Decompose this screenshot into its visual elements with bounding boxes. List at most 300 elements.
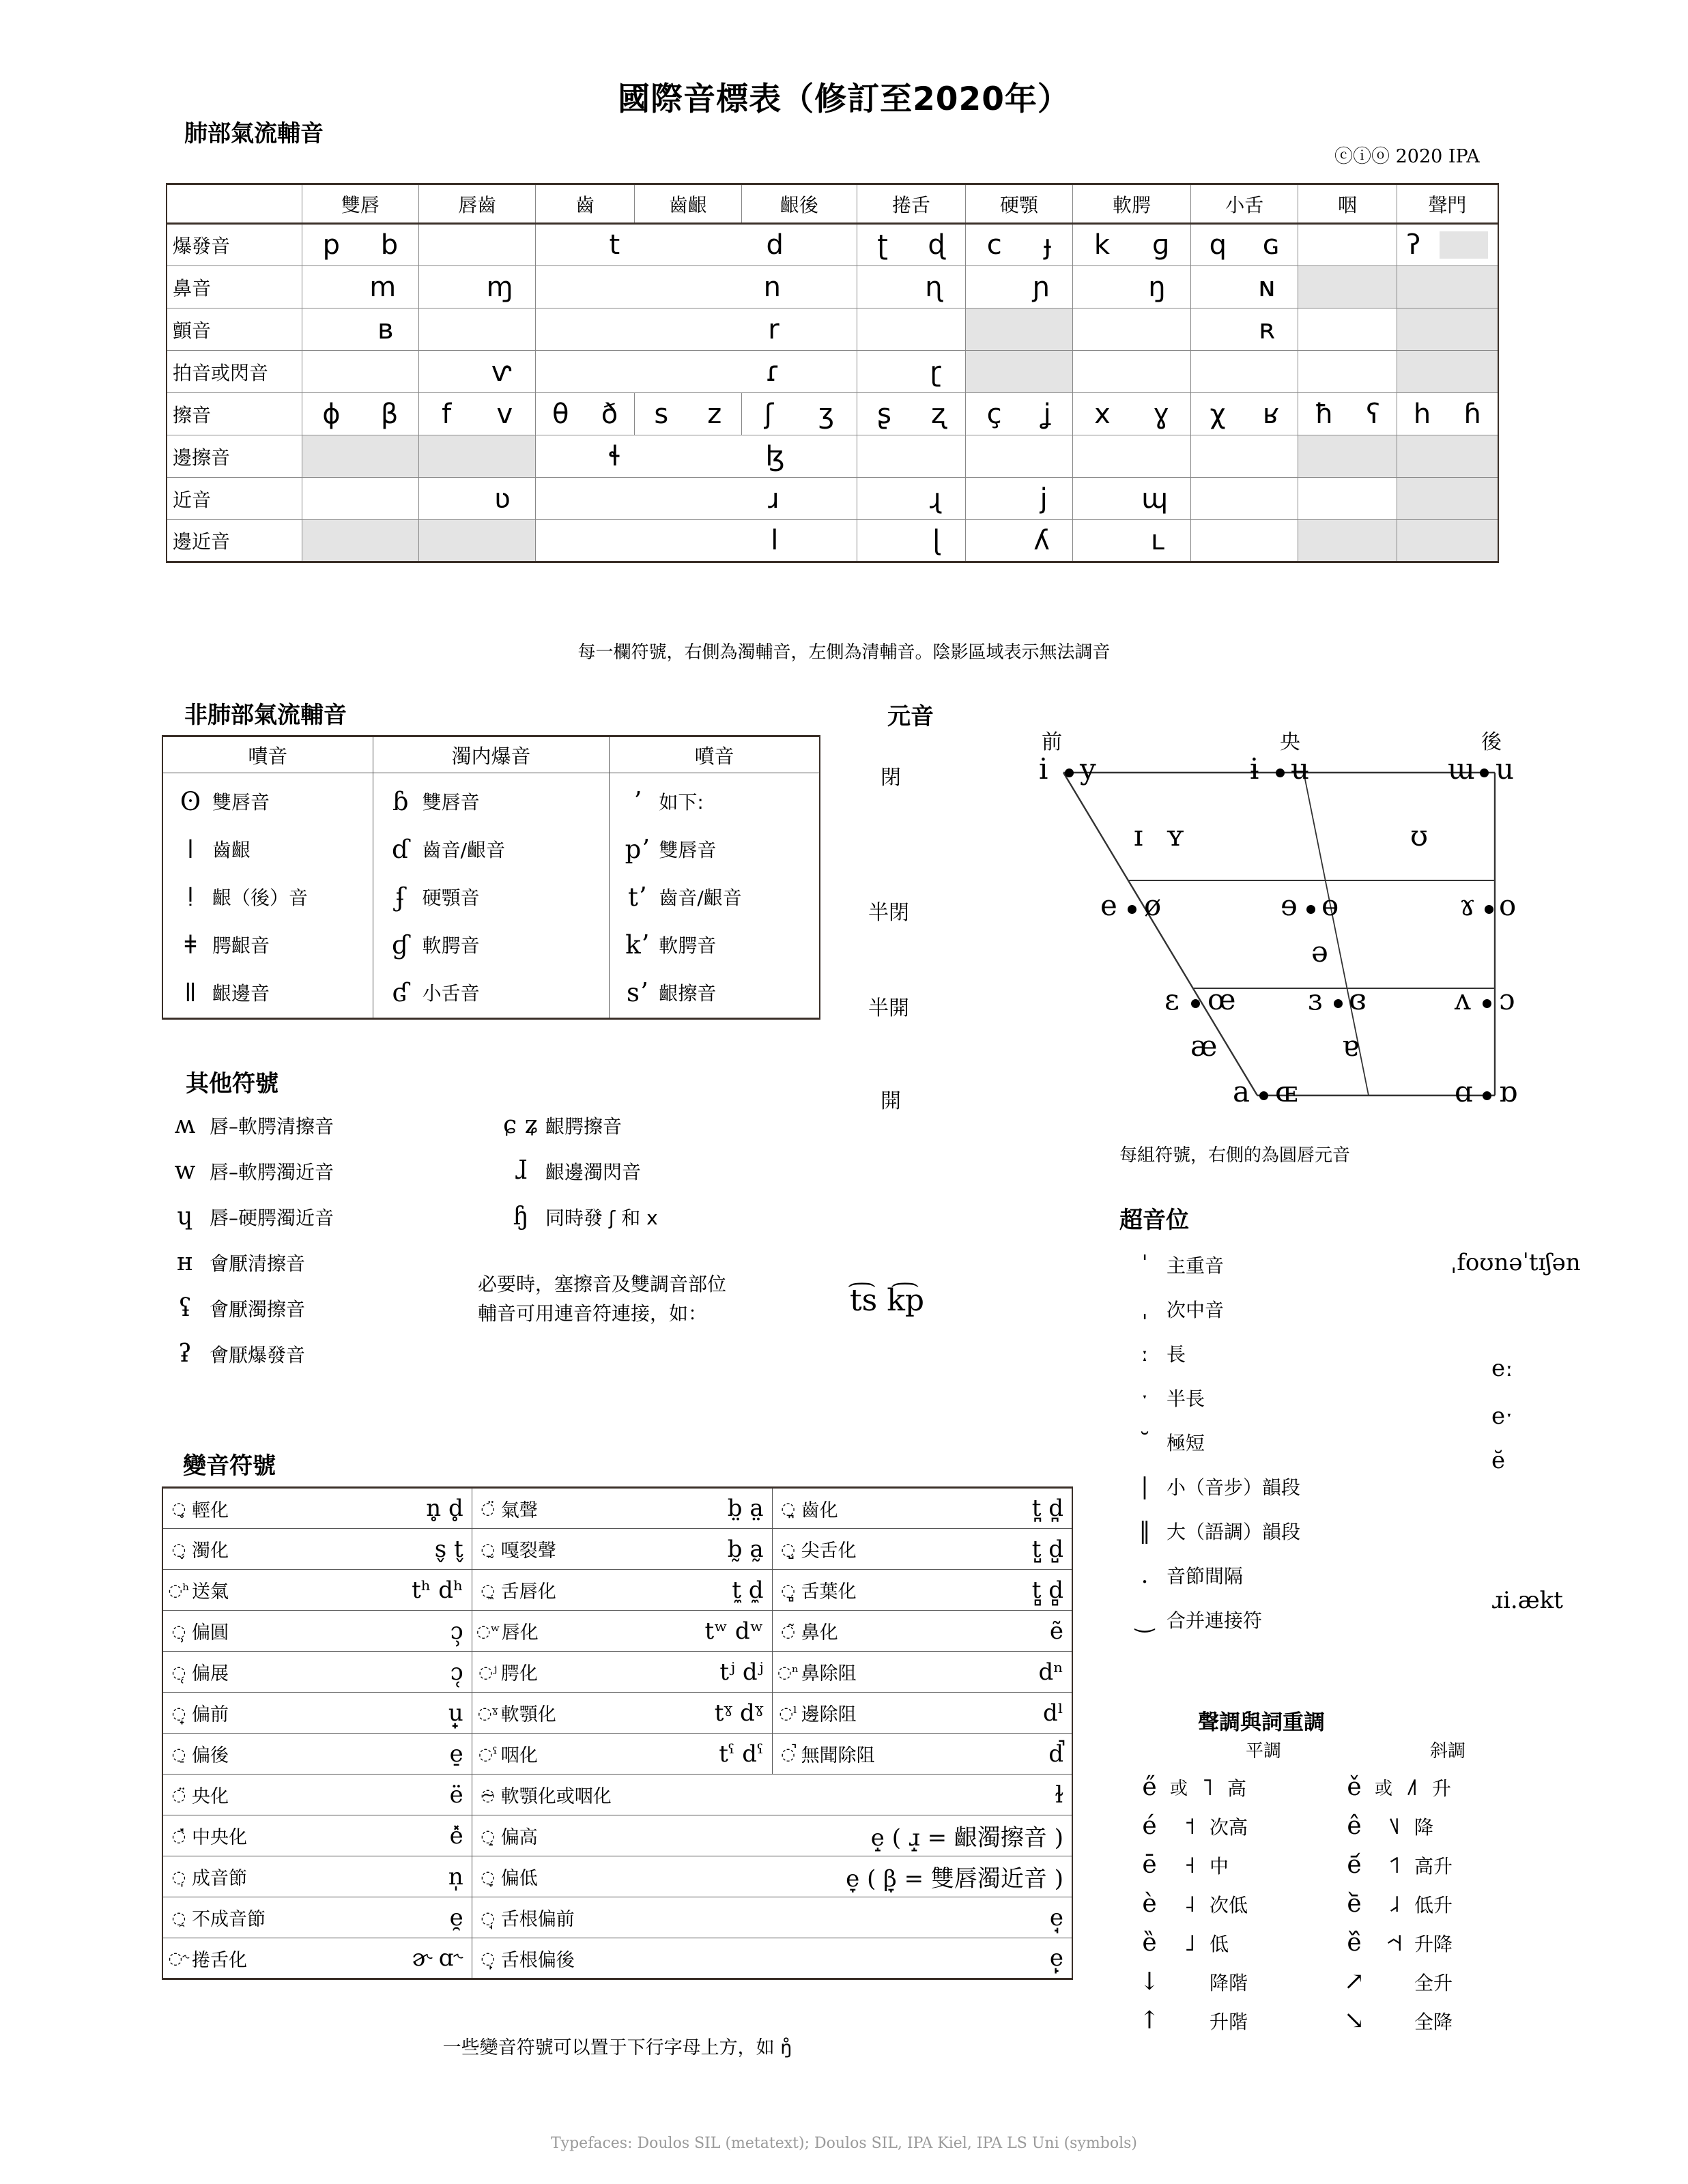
suprasegmental-example: eˑ (1491, 1403, 1513, 1430)
ipa-symbol-voiced: ʙ (377, 313, 394, 345)
pulmonic-cell (1191, 266, 1298, 308)
vowel-height-open: 開 (881, 1089, 901, 1113)
ejective-item (610, 921, 819, 968)
diacritic-example: tʲ dʲ (719, 1658, 764, 1686)
diacritic-example: dˡ (1042, 1699, 1063, 1727)
implosive-item (373, 825, 610, 873)
pulmonic-row (167, 351, 1498, 393)
page-title: 國際音標表（修訂至2020年） (618, 81, 1070, 118)
ipa-symbol-voiceless: s (654, 398, 669, 430)
pulmonic-cell (419, 224, 536, 266)
tone-contour-item (1338, 1845, 1453, 1884)
ipa-symbol-voiceless: θ (552, 398, 569, 430)
pulmonic-row-label: 拍音或閃音 (167, 351, 302, 393)
symbol-label: 軟腭音 (422, 934, 480, 957)
other-symbol-item (166, 1194, 334, 1239)
pulmonic-cell (536, 393, 635, 435)
suprasegmentals-heading: 超音位 (1119, 1207, 1189, 1234)
pulmonic-row-label: 顫音 (167, 308, 302, 351)
nonpulmonic-table (162, 735, 820, 1020)
ipa-symbol-voiced: j (1040, 483, 1048, 515)
diacritic-cell (162, 1774, 472, 1815)
vowel-symbol-unrounded: a (1233, 1075, 1250, 1108)
ipa-symbol-voiced: b (380, 229, 399, 261)
ipa-symbol: ɕ ʑ (503, 1111, 539, 1139)
ipa-symbol: tʼ (628, 882, 646, 912)
suprasegmental-example: ɹi.ækt (1491, 1587, 1563, 1614)
ipa-symbol: ʍ (174, 1111, 196, 1139)
symbol-label: 極短 (1167, 1431, 1205, 1454)
ipa-symbol-voiced: ʁ (1262, 398, 1280, 430)
ejectives-list (610, 773, 820, 1019)
ipa-symbol-voiced: d (766, 229, 784, 261)
ipa-symbol-voiced: n (763, 271, 781, 303)
click-item (163, 777, 373, 825)
ipa-symbol-voiceless: ħ (1315, 398, 1334, 430)
diacritic-label: 偏圓 (192, 1622, 229, 1643)
pulmonic-cell (1191, 308, 1298, 351)
symbol-label: 齦腭擦音 (545, 1115, 623, 1138)
pulmonic-cell (1397, 308, 1498, 351)
pulmonic-cell (1191, 351, 1298, 393)
implosive-item (373, 968, 610, 1016)
pulmonic-cell (857, 478, 966, 520)
pulmonic-row (167, 520, 1498, 562)
affricate-note-line1: 必要時，塞擦音及雙調音部位 (478, 1273, 727, 1295)
affricate-note-line2: 輔音可用連音符連接，如： (478, 1302, 708, 1325)
ejective-item (610, 968, 819, 1016)
pulmonic-cell (1072, 393, 1190, 435)
pulmonic-cell (857, 351, 966, 393)
diacritic-mark: ◌̽ (171, 1826, 186, 1845)
vowel-dot (1483, 999, 1491, 1008)
tone-label: 中 (1210, 1854, 1229, 1878)
tone-bar-icon: ˨ (1184, 1890, 1196, 1918)
diacritic-cell (162, 1611, 472, 1652)
diacritic-label: 咽化 (500, 1745, 538, 1766)
pulmonic-col-10: 咽 (1298, 184, 1397, 224)
pulmonic-row (167, 308, 1498, 351)
suprasegmental-item (1130, 1464, 1300, 1508)
diacritic-mark: ◌̚ (781, 1744, 796, 1764)
ipa-symbol-voiced: ɰ (1141, 483, 1168, 515)
diacritic-example: e̙ (1049, 1944, 1063, 1972)
vowel-dot (1128, 905, 1136, 914)
diacritic-cell (772, 1488, 1072, 1529)
pulmonic-cell (634, 393, 741, 435)
vowel-dot (1485, 905, 1493, 914)
pulmonic-cell (536, 308, 857, 351)
ipa-symbol-voiceless: h (1413, 398, 1431, 430)
tone-label: 低升 (1414, 1893, 1453, 1916)
ipa-symbol: ʜ (177, 1248, 193, 1276)
copyright-notice: ⓒⓘⓞ 2020 IPA (1334, 146, 1480, 167)
diacritic-label: 齒化 (801, 1499, 838, 1521)
tones-level-list (1133, 1768, 1248, 2040)
ipa-symbol-voiced: β (380, 398, 399, 430)
tone-label: 降階 (1210, 1971, 1248, 1994)
tone-letter: è (1142, 1890, 1157, 1918)
tone-level-item (1133, 1923, 1248, 1962)
diacritic-mark: ◌̰ (481, 1539, 496, 1559)
tone-letter: é (1142, 1812, 1157, 1840)
diacritic-label: 鼻化 (801, 1622, 838, 1643)
diacritic-example: tˤ dˤ (719, 1740, 764, 1768)
ipa-symbol: w (174, 1157, 196, 1185)
pulmonic-cell (536, 224, 857, 266)
tone-level-item (1133, 2001, 1248, 2040)
vowel-symbol-unrounded: ɑ (1455, 1075, 1473, 1108)
pulmonic-cell (1191, 520, 1298, 562)
diacritic-cell (162, 1815, 472, 1856)
ipa-symbol: ʼ (633, 786, 642, 816)
ipa-symbol: sʼ (626, 977, 648, 1007)
pulmonic-cell (302, 393, 418, 435)
other-symbol-item (166, 1285, 334, 1331)
diacritic-cell (162, 1652, 472, 1693)
ipa-symbol-voiceless: ç (986, 398, 1002, 430)
pulmonic-cell (419, 393, 536, 435)
symbol-label: 大（語調）韻段 (1167, 1520, 1301, 1543)
diacritic-label: 輕化 (192, 1499, 229, 1521)
symbol-label: 齒齦 (212, 839, 251, 861)
affricate-note (478, 1269, 726, 1329)
ipa-symbol-voiced: ʕ (1366, 398, 1380, 430)
symbol-label: 同時發 ʃ 和 x (545, 1206, 658, 1229)
affricate-examples: t͡s k͡p (850, 1283, 925, 1318)
suprasegmental-item (1130, 1375, 1300, 1420)
tone-letter: ě (1347, 1773, 1362, 1801)
tone-label: 全升 (1414, 1971, 1453, 1994)
vowel-dot (1065, 768, 1074, 777)
symbol-label: 齒音/齦音 (659, 887, 742, 909)
pulmonic-cell (302, 308, 418, 351)
diacritic-mark: ◌̩ (171, 1867, 186, 1886)
vowel-symbol-rounded: ʏ (1166, 819, 1185, 852)
symbol-label: 合并連接符 (1167, 1609, 1263, 1632)
tone-label: 高 (1227, 1777, 1247, 1800)
diacritic-label: 舌根偏後 (500, 1949, 575, 1971)
ipa-symbol-voiced: ʟ (1151, 525, 1165, 556)
vowel-symbol-rounded: ɶ (1275, 1075, 1298, 1108)
ipa-symbol-voiced: ð (601, 398, 618, 430)
diacritic-example: s̬ t̬ (434, 1535, 463, 1563)
ipa-symbol-voiced: ʋ (493, 483, 511, 515)
typeface-credit: Typefaces: Doulos SIL (metatext); Doulos SIL, IPA Kiel, IPA LS Uni (symbols) (550, 2135, 1137, 2152)
tone-letter: ȅ (1142, 1929, 1157, 1957)
diacritic-label: 偏後 (192, 1745, 229, 1766)
vowel-symbol-unrounded: i (1039, 752, 1048, 786)
tone-level-item (1133, 1962, 1248, 2001)
diacritic-mark: ◌ˠ (477, 1703, 498, 1723)
pulmonic-cell (1072, 478, 1190, 520)
diacritic-row (162, 1693, 1072, 1734)
ipa-symbol-voiced: ɟ (1044, 229, 1052, 261)
vowel-dot (1483, 1091, 1491, 1100)
vowel-symbol-rounded: o (1499, 889, 1517, 922)
pulmonic-cell (1397, 266, 1498, 308)
pulmonic-cell (536, 520, 857, 562)
ipa-symbol-voiced: ɢ (1262, 229, 1280, 261)
pulmonic-cell (536, 435, 857, 478)
ipa-symbol-voiceless: q (1209, 229, 1227, 261)
ipa-symbol: ɓ (392, 786, 409, 816)
pulmonic-row-label: 爆發音 (167, 224, 302, 266)
tone-letter: ↗ (1343, 1968, 1365, 1996)
suprasegmental-item (1130, 1553, 1300, 1597)
pulmonic-cell (1191, 435, 1298, 478)
diacritic-label: 偏展 (192, 1663, 229, 1684)
diacritic-mark: ◌̈ (171, 1785, 186, 1805)
tone-contour-item (1338, 1923, 1453, 1962)
tone-bar-icon: ˧˦˧ (1386, 1929, 1403, 1957)
ipa-symbol: ː (1141, 1339, 1149, 1367)
ipa-symbol-voiced: ɾ (765, 356, 780, 388)
other-symbols-heading: 其他符號 (186, 1070, 278, 1097)
diacritic-cell (162, 1488, 472, 1529)
ipa-symbol: kʼ (625, 930, 649, 960)
pulmonic-cell (857, 308, 966, 351)
diacritic-row (162, 1529, 1072, 1570)
diacritic-cell (772, 1611, 1072, 1652)
diacritic-mark: ◌̹ (171, 1621, 186, 1641)
vowel-symbol-rounded: ø (1144, 889, 1162, 922)
pulmonic-cell (966, 266, 1073, 308)
ipa-symbol-voiced: ɖ (928, 229, 945, 261)
suprasegmentals-list (1130, 1242, 1300, 1641)
diacritic-label: 邊除阻 (801, 1704, 857, 1725)
diacritic-example: ẽ (1049, 1617, 1063, 1645)
diacritic-cell (472, 1897, 1072, 1938)
pulmonic-col-5: 齦後 (741, 184, 857, 224)
ipa-symbol-voiced: ɳ (925, 271, 943, 303)
pulmonic-cell (1298, 351, 1397, 393)
pulmonic-cell (302, 520, 418, 562)
other-symbol-item (166, 1239, 334, 1285)
other-symbols-left-list (166, 1102, 334, 1377)
ipa-symbol: ǁ (184, 977, 197, 1007)
suprasegmental-item (1130, 1508, 1300, 1553)
implosive-item (373, 777, 610, 825)
ipa-symbol: ǃ (186, 882, 195, 912)
diacritic-example: b̤ a̤ (727, 1495, 764, 1522)
diacritic-row (162, 1856, 1072, 1897)
suprasegmental-item (1130, 1242, 1300, 1287)
ipa-symbol: ʡ (178, 1340, 192, 1368)
diacritic-example: e̝ ( ɹ̝ = 齦濁擦音 ) (870, 1824, 1063, 1852)
symbol-label: 次中音 (1167, 1298, 1225, 1321)
diacritic-cell (472, 1938, 1072, 1979)
tone-label: 高升 (1414, 1854, 1453, 1878)
diacritic-cell (472, 1774, 1072, 1815)
diacritic-example: ɫ (1055, 1781, 1063, 1809)
tones-contour-list (1338, 1768, 1453, 2040)
pulmonic-cell (1298, 435, 1397, 478)
symbol-label: 軟腭音 (659, 934, 717, 957)
diacritic-label: 偏前 (192, 1704, 229, 1725)
pulmonic-note: 每一欄符號，右側為濁輔音，左側為清輔音。陰影區域表示無法調音 (577, 642, 1111, 663)
diacritic-example: n̩ (448, 1863, 463, 1891)
other-symbol-item (502, 1148, 658, 1194)
pulmonic-cell (966, 478, 1073, 520)
symbol-label: 長 (1167, 1342, 1186, 1366)
other-symbol-item (502, 1102, 658, 1148)
ipa-symbol: . (1141, 1561, 1149, 1589)
symbol-label: 齦擦音 (659, 982, 717, 1005)
ipa-symbol-voiceless: p (322, 229, 340, 261)
ipa-symbol: ˑ (1141, 1383, 1149, 1411)
diacritic-label: 軟顎化或咽化 (500, 1786, 612, 1807)
vowel-symbol-unrounded: e (1100, 889, 1117, 922)
diacritic-label: 成音節 (192, 1868, 247, 1889)
pulmonic-cell (1072, 224, 1190, 266)
clicks-list (162, 773, 373, 1019)
diacritics-heading: 變音符號 (183, 1452, 276, 1480)
ipa-symbol-voiced: ʎ (1033, 525, 1050, 556)
diacritic-row (162, 1652, 1072, 1693)
diacritic-cell (472, 1734, 772, 1774)
pulmonic-cell (302, 351, 418, 393)
click-item (163, 873, 373, 921)
ipa-symbol-voiced: ʝ (1043, 398, 1052, 430)
diacritic-row (162, 1897, 1072, 1938)
tone-contour-item (1338, 1962, 1453, 2001)
tone-letter: ê (1347, 1812, 1362, 1840)
pulmonic-cell (1298, 308, 1397, 351)
pulmonic-cell (302, 435, 418, 478)
pulmonic-cell (1072, 435, 1190, 478)
vowel-symbol-rounded: ʉ (1291, 752, 1310, 786)
ipa-symbol-voiced: ɡ (1151, 229, 1170, 261)
pulmonic-cell (419, 308, 536, 351)
pulmonic-cell (536, 351, 857, 393)
suprasegmental-example: eː (1491, 1355, 1513, 1382)
vowel-symbol-unrounded: ɯ (1448, 752, 1475, 786)
diacritic-label: 舌葉化 (801, 1581, 857, 1603)
symbol-label: 小舌音 (422, 982, 480, 1005)
pulmonic-row (167, 393, 1498, 435)
implosive-item (373, 873, 610, 921)
diacritic-label: 濁化 (192, 1540, 229, 1562)
tone-bar-icon: ˩˨ (1388, 1890, 1401, 1918)
diacritic-mark: ◌ˡ (779, 1703, 797, 1723)
diacritic-mark: ◌ʷ (476, 1621, 500, 1641)
vowel-symbol-unrounded: ɐ (1342, 1029, 1360, 1063)
pulmonic-cell (302, 266, 418, 308)
pulmonic-cell (1191, 224, 1298, 266)
diacritic-mark: ◌̝ (481, 1826, 496, 1845)
ipa-symbol: ‖ (1139, 1517, 1151, 1544)
diacritic-label: 偏低 (500, 1868, 538, 1889)
vowel-symbol-rounded: y (1080, 752, 1096, 786)
pulmonic-cell (1397, 435, 1498, 478)
vowel-axis-central: 央 (1280, 730, 1300, 754)
diacritic-cell (772, 1693, 1072, 1734)
ipa-symbol: ˌ (1141, 1295, 1148, 1323)
pulmonic-cell (1191, 393, 1298, 435)
vowel-symbol-unrounded: ɤ (1459, 889, 1476, 922)
symbol-label: 會厭爆發音 (210, 1343, 306, 1366)
ipa-symbol-voiced: ɭ (932, 525, 941, 556)
vowel-trapezoid-svg (881, 730, 1659, 1140)
diacritic-example: t̺ d̺ (1031, 1535, 1063, 1563)
ipa-symbol-voiceless: ʔ (1406, 229, 1421, 261)
vowel-dot (1306, 905, 1315, 914)
suprasegmental-example: ĕ (1491, 1447, 1506, 1474)
vowel-dot (1191, 999, 1200, 1008)
pulmonic-cell (1397, 393, 1498, 435)
symbol-label: 唇–硬腭濁近音 (210, 1206, 334, 1229)
pulmonic-corner (167, 184, 302, 224)
tone-label: 次低 (1210, 1893, 1248, 1916)
symbol-label: 齦邊音 (212, 982, 270, 1005)
symbol-label: 雙唇音 (212, 791, 270, 814)
tone-letter: ↑ (1139, 2007, 1160, 2035)
vowel-symbol-rounded: u (1496, 752, 1515, 786)
pulmonic-cell (1072, 520, 1190, 562)
ipa-symbol-voiceless: χ (1210, 398, 1226, 430)
vowel-dot (1334, 999, 1343, 1008)
vowel-symbol-unrounded: ɜ (1308, 983, 1323, 1016)
pulmonic-cell (966, 393, 1073, 435)
diacritic-example: tˠ dˠ (714, 1699, 764, 1727)
diacritic-mark: ◌̜ (171, 1662, 186, 1682)
pulmonic-row (167, 478, 1498, 520)
vowel-symbol-unrounded: ɨ (1250, 752, 1259, 786)
pulmonic-cell (419, 435, 536, 478)
pulmonic-heading: 肺部氣流輔音 (184, 120, 324, 147)
tone-bar-icon: ˩˥ (1406, 1773, 1418, 1801)
diacritic-mark: ◌ʰ (168, 1580, 190, 1600)
diacritic-cell (162, 1938, 472, 1979)
ipa-symbol: ɠ (392, 930, 410, 960)
ipa-symbol: ʄ (395, 882, 405, 912)
symbol-label: 主重音 (1167, 1254, 1225, 1277)
ipa-symbol-voiceless: ɬ (607, 440, 622, 472)
pulmonic-cell (1298, 266, 1397, 308)
pulmonic-row (167, 224, 1498, 266)
pulmonic-col-1: 雙唇 (302, 184, 418, 224)
diacritic-label: 嘎裂聲 (500, 1540, 556, 1562)
pulmonic-row-label: 鼻音 (167, 266, 302, 308)
ipa-symbol: ‿ (1135, 1605, 1154, 1633)
symbol-label: 齒音/齦音 (422, 839, 506, 861)
pulmonic-cell (966, 351, 1073, 393)
tone-label: 升階 (1210, 2010, 1248, 2033)
ipa-symbol-voiceless: x (1094, 398, 1111, 430)
diacritic-example: u̟ (448, 1699, 463, 1727)
pulmonic-col-7: 硬顎 (966, 184, 1073, 224)
diacritic-label: 中央化 (192, 1827, 247, 1848)
vowel-symbol-unrounded: ɪ (1134, 819, 1143, 852)
vowel-dot (1276, 768, 1285, 777)
diacritic-example: e̞ ( β̞ = 雙唇濁近音 ) (846, 1865, 1063, 1893)
tone-label: 次高 (1210, 1815, 1248, 1839)
vowel-dot (1259, 1091, 1268, 1100)
vowel-symbol-rounded: ɔ (1499, 983, 1515, 1016)
tone-label: 升降 (1414, 1932, 1453, 1955)
diacritic-row (162, 1815, 1072, 1856)
tone-label: 升 (1432, 1777, 1452, 1800)
ipa-symbol-voiceless: k (1093, 229, 1111, 261)
diacritic-label: 軟顎化 (500, 1704, 556, 1725)
pulmonic-col-11: 聲門 (1397, 184, 1498, 224)
tone-level-item (1133, 1768, 1248, 1807)
diacritic-row (162, 1734, 1072, 1774)
vowel-symbol-rounded: ɵ (1321, 889, 1339, 922)
ipa-symbol-voiced: ʒ (818, 398, 835, 430)
pulmonic-col-8: 軟腭 (1072, 184, 1190, 224)
